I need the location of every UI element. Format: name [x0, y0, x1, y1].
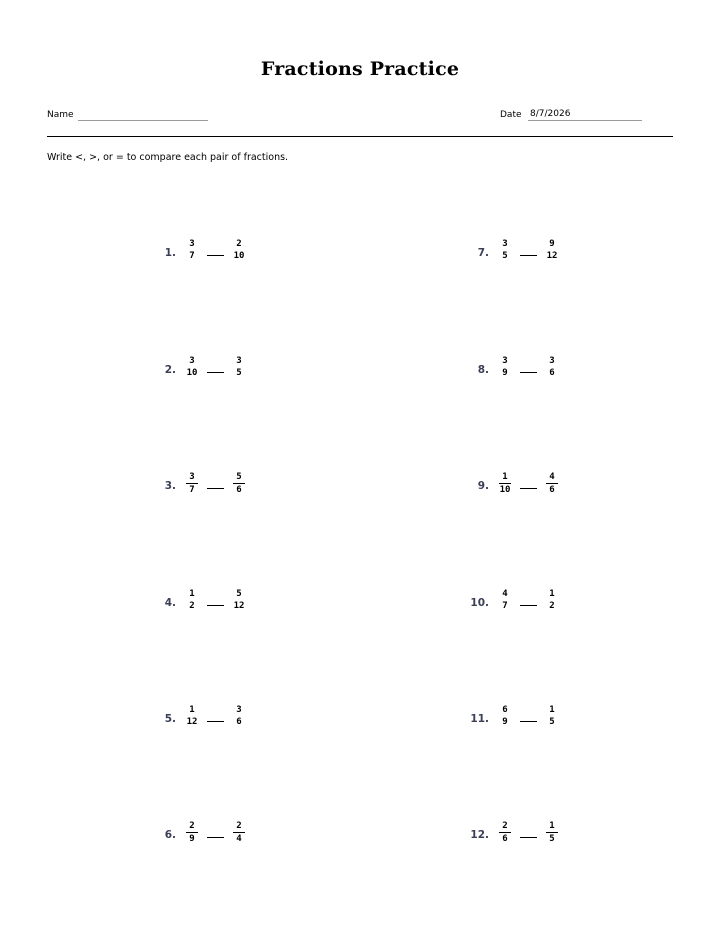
fraction-denominator: 6	[502, 834, 508, 844]
right-fraction	[227, 238, 251, 262]
right-fraction	[227, 588, 251, 612]
date-value: 8/7/2026	[530, 109, 571, 119]
left-fraction	[493, 238, 517, 262]
left-fraction	[493, 471, 517, 496]
fraction-numerator: 3	[502, 239, 508, 249]
fraction-denominator: 6	[549, 368, 555, 378]
problem-number: 11.	[470, 713, 489, 725]
fraction-denominator: 10	[233, 251, 245, 261]
problem-number: 2.	[164, 364, 176, 376]
left-fraction	[180, 820, 204, 845]
fraction-numerator: 3	[236, 705, 242, 715]
name-label: Name	[47, 110, 74, 120]
fraction-numerator: 2	[236, 239, 242, 249]
problem-number: 12.	[470, 829, 489, 841]
fraction-denominator: 9	[502, 717, 508, 727]
fraction-numerator: 9	[549, 239, 555, 249]
page-title: Fractions Practice	[260, 58, 460, 80]
left-fraction	[493, 820, 517, 845]
problem-item	[146, 238, 266, 272]
fraction-numerator: 1	[546, 820, 558, 833]
problem-number: 4.	[164, 597, 176, 609]
fraction-denominator: 6	[236, 485, 242, 495]
fraction-numerator: 1	[549, 589, 555, 599]
fraction-numerator: 6	[502, 705, 508, 715]
problem-number: 3.	[164, 480, 176, 492]
left-fraction	[493, 588, 517, 612]
fraction-denominator: 6	[549, 485, 555, 495]
right-fraction	[227, 820, 251, 845]
fraction-denominator: 4	[236, 834, 242, 844]
left-fraction	[180, 704, 204, 728]
comparison-blank[interactable]	[520, 372, 537, 373]
right-fraction	[540, 704, 564, 728]
problem-number: 1.	[164, 247, 176, 259]
right-fraction	[540, 238, 564, 262]
fraction-denominator: 7	[189, 485, 195, 495]
fraction-numerator: 5	[236, 589, 242, 599]
fraction-denominator: 5	[549, 717, 555, 727]
fraction-numerator: 3	[189, 239, 195, 249]
fraction-denominator: 10	[499, 485, 511, 495]
comparison-blank[interactable]	[520, 721, 537, 722]
instructions: Write <, >, or = to compare each pair of fractions.	[47, 152, 289, 163]
left-fraction	[493, 704, 517, 728]
fraction-denominator: 2	[189, 601, 195, 611]
comparison-blank[interactable]	[207, 837, 224, 838]
fraction-denominator: 7	[189, 251, 195, 261]
fraction-denominator: 9	[189, 834, 195, 844]
fraction-denominator: 7	[502, 601, 508, 611]
right-fraction	[540, 471, 564, 496]
fraction-numerator: 1	[189, 589, 195, 599]
fraction-denominator: 9	[502, 368, 508, 378]
fraction-numerator: 2	[499, 820, 511, 833]
problem-number: 8.	[477, 364, 489, 376]
comparison-blank[interactable]	[207, 488, 224, 489]
fraction-numerator: 3	[189, 356, 195, 366]
problem-number: 7.	[477, 247, 489, 259]
fraction-numerator: 3	[549, 356, 555, 366]
comparison-blank[interactable]	[520, 255, 537, 256]
problem-item	[459, 588, 579, 622]
right-fraction	[540, 355, 564, 379]
problem-item	[146, 588, 266, 622]
fraction-numerator: 2	[233, 820, 245, 833]
fraction-numerator: 5	[233, 471, 245, 484]
problem-item	[459, 704, 579, 738]
fraction-denominator: 12	[233, 601, 245, 611]
problem-item	[146, 471, 266, 505]
problem-item	[459, 471, 579, 505]
fraction-numerator: 4	[546, 471, 558, 484]
fraction-numerator: 1	[499, 471, 511, 484]
problem-item	[146, 820, 266, 854]
fraction-denominator: 5	[236, 368, 242, 378]
comparison-blank[interactable]	[520, 488, 537, 489]
date-label: Date	[500, 110, 522, 120]
problem-item	[146, 704, 266, 738]
header-divider	[47, 136, 673, 137]
comparison-blank[interactable]	[207, 255, 224, 256]
problem-number: 9.	[477, 480, 489, 492]
fraction-numerator: 4	[502, 589, 508, 599]
fraction-numerator: 3	[236, 356, 242, 366]
problem-item	[459, 355, 579, 389]
fraction-denominator: 12	[186, 717, 198, 727]
right-fraction	[540, 820, 564, 845]
problem-item	[146, 355, 266, 389]
fraction-numerator: 1	[549, 705, 555, 715]
right-fraction	[540, 588, 564, 612]
fraction-numerator: 3	[186, 471, 198, 484]
comparison-blank[interactable]	[207, 605, 224, 606]
name-field[interactable]	[78, 120, 208, 121]
left-fraction	[180, 238, 204, 262]
comparison-blank[interactable]	[207, 721, 224, 722]
left-fraction	[493, 355, 517, 379]
problem-item	[459, 238, 579, 272]
fraction-denominator: 5	[502, 251, 508, 261]
left-fraction	[180, 355, 204, 379]
left-fraction	[180, 588, 204, 612]
problem-item	[459, 820, 579, 854]
comparison-blank[interactable]	[520, 837, 537, 838]
fraction-denominator: 6	[236, 717, 242, 727]
problem-number: 10.	[470, 597, 489, 609]
fraction-denominator: 10	[186, 368, 198, 378]
fraction-numerator: 2	[186, 820, 198, 833]
right-fraction	[227, 355, 251, 379]
comparison-blank[interactable]	[207, 372, 224, 373]
left-fraction	[180, 471, 204, 496]
problem-number: 5.	[164, 713, 176, 725]
fraction-numerator: 3	[502, 356, 508, 366]
comparison-blank[interactable]	[520, 605, 537, 606]
right-fraction	[227, 471, 251, 496]
fraction-denominator: 12	[546, 251, 558, 261]
fraction-numerator: 1	[189, 705, 195, 715]
problem-number: 6.	[164, 829, 176, 841]
fraction-denominator: 5	[549, 834, 555, 844]
fraction-denominator: 2	[549, 601, 555, 611]
right-fraction	[227, 704, 251, 728]
date-field[interactable]	[528, 120, 642, 121]
